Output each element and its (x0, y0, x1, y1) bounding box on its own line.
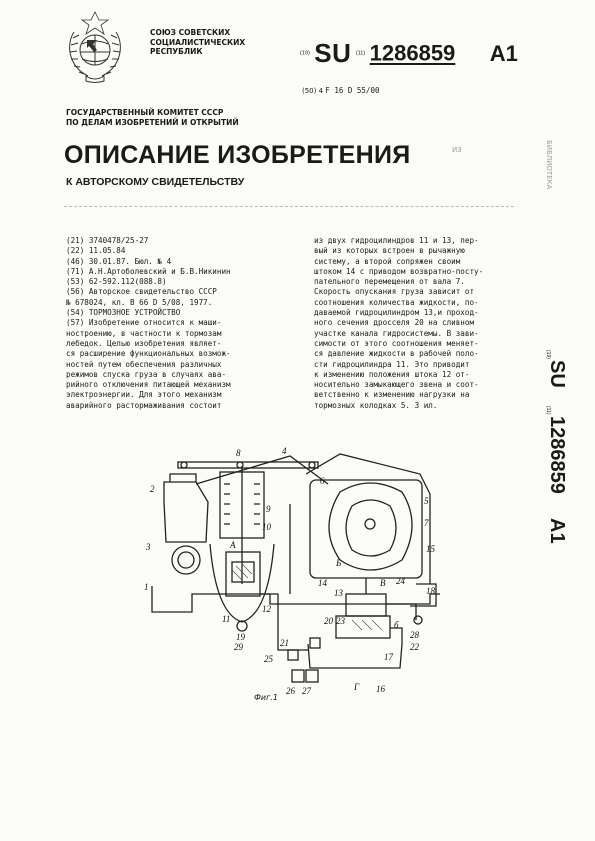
ref-label: 13 (334, 588, 343, 598)
ref-label: 9 (266, 504, 271, 514)
ref-label: 6 (320, 476, 325, 486)
ref-label: 8 (236, 448, 241, 458)
ref-label: Г (354, 682, 360, 692)
text-line: к изменению положения штока 12 от- (314, 369, 470, 379)
ref-label: 4 (282, 446, 287, 456)
text-line: ся давление жидкости в рабочей поло- (314, 349, 479, 359)
text-line: тормозных колодках 5. 3 ил. (314, 400, 438, 410)
org-line: РЕСПУБЛИК (150, 47, 203, 56)
text-line: режимов спуска груза в случаях ава- (66, 369, 227, 379)
ref-label: В (380, 578, 386, 588)
ref-label: 20 (324, 616, 333, 626)
text-line: аварийного растормаживания состоит (66, 400, 222, 410)
ref-label: 7 (424, 518, 429, 528)
committee-name (66, 108, 239, 128)
text-line: вый из которых встроен в рычажную (314, 246, 465, 256)
org-line: СОЦИАЛИСТИЧЕСКИХ (150, 37, 246, 47)
ref-label: 29 (234, 642, 243, 652)
text-line: даваемой гидроцилиндром 13,и проход- (314, 308, 479, 318)
text-line: (21) 3740478/25-27 (66, 236, 149, 245)
drawing-lines (152, 454, 440, 682)
org-line: СОЮЗ СОВЕТСКИХ (150, 28, 231, 37)
country-org-name (150, 28, 245, 57)
ref-label: 16 (376, 684, 385, 694)
text-line: симости от этого соотношения меняет- (314, 338, 479, 348)
text-line: (46) 30.01.87. Бюл. № 4 (66, 256, 172, 266)
ref-label: 25 (264, 654, 273, 664)
patent-number-block (300, 38, 518, 69)
ref-label: 22 (410, 642, 419, 652)
kind-code: A1 (546, 518, 568, 544)
ref-label: 18 (426, 586, 435, 596)
text-line: (22) 11.05.84 (66, 246, 126, 256)
ussr-emblem-icon (60, 8, 130, 84)
text-line: ветственно к изменению нагрузки на (314, 390, 470, 400)
ref-label: 15 (426, 544, 435, 554)
text-line: участке канала гидросистемы. В зави- (314, 328, 479, 338)
text-line: ностроению, в частности к тормозам (66, 328, 222, 338)
text-line: ностей путем обеспечения различных (66, 359, 222, 369)
text-line: (56) Авторское свидетельство СССР (66, 287, 217, 297)
ref-label: 21 (280, 638, 289, 648)
text-line: ного сечения дросселя 20 на сливном (314, 318, 475, 328)
text-line: (71) А.Н.Артоболевский и Б.В.Никинин (66, 266, 231, 276)
code-11: (11) (545, 406, 551, 415)
kind-code: A1 (489, 40, 518, 66)
ref-label: 12 (262, 604, 271, 614)
committee-line: ГОСУДАРСТВЕННЫЙ КОМИТЕТ СССР (66, 108, 224, 117)
code-19: (19) (545, 350, 551, 359)
text-line: № 678024, кл. В 66 D 5/08, 1977. (66, 297, 213, 307)
figure-caption: Фиг.1 (254, 693, 278, 702)
ref-label: А (230, 540, 236, 550)
text-line: сти гидроцилиндра 11. Это приводит (314, 359, 470, 369)
ref-label: 24 (396, 576, 405, 586)
patent-number: 1286859 (369, 40, 456, 66)
country-code: SU (546, 360, 568, 388)
text-line: пательного перемещения от вала 7. (314, 277, 465, 287)
brake-device-drawing (140, 444, 540, 710)
ref-label: 11 (222, 614, 231, 624)
ipc-classification (302, 86, 379, 95)
code-11: (11) (355, 50, 366, 57)
code-19: (19) (300, 50, 310, 57)
text-line: соотношения количества жидкости, по- (314, 297, 479, 307)
text-line: лебедок. Целью изобретения являет- (66, 338, 222, 348)
document-title: ОПИСАНИЕ ИЗОБРЕТЕНИЯ (64, 141, 411, 169)
ref-label: 27 (302, 686, 311, 696)
text-line: Скорость опускания груза зависит от (314, 287, 475, 297)
ref-label: 28 (410, 630, 419, 640)
ipc-tag: (50) 4 (302, 87, 324, 95)
text-line: систему, а второй сопряжен своим (314, 256, 461, 266)
divider (64, 206, 514, 207)
country-code: SU (314, 38, 352, 68)
bibliographic-column (66, 236, 291, 411)
ref-label: 19 (236, 632, 245, 642)
side-patent-number (545, 350, 568, 680)
ref-label: 26 (286, 686, 295, 696)
text-line: ся расширение функциональных возмож- (66, 349, 231, 359)
committee-line: ПО ДЕЛАМ ИЗОБРЕТЕНИЙ И ОТКРЫТИЙ (66, 118, 239, 127)
text-line: электроэнергии. Для этого механизм (66, 390, 222, 400)
text-line: из двух гидроцилиндров 11 и 13, пер- (314, 236, 479, 245)
stamp-mark: БИБЛИОТЕКА (545, 140, 553, 190)
text-line: (57) Изобретение относится к маши- (66, 318, 222, 328)
ref-label: 10 (262, 522, 271, 532)
text-line: носительно замыкающего звена и соот- (314, 380, 479, 390)
abstract-column (314, 236, 526, 411)
document-subtitle: К АВТОРСКОМУ СВИДЕТЕЛЬСТВУ (66, 176, 245, 188)
ref-label: 14 (318, 578, 327, 588)
ref-label: 17 (384, 652, 393, 662)
text-line: (54) ТОРМОЗНОЕ УСТРОЙСТВО (66, 308, 181, 318)
ref-label: 5 (424, 496, 429, 506)
ref-label: 2 (150, 484, 155, 494)
text-line: (53) 62-592.112(088.8) (66, 277, 167, 287)
ref-label: Б (336, 558, 342, 568)
text-line: штоком 14 с приводом возвратно-посту- (314, 266, 484, 276)
stamp-mark: ИЗ (452, 146, 462, 154)
text-line: рийного отключения питающей механизм (66, 380, 231, 390)
ipc-value: F 16 D 55/00 (325, 86, 380, 95)
patent-number: 1286859 (546, 416, 568, 494)
ref-label: 23 (336, 616, 345, 626)
ref-label: 1 (144, 582, 149, 592)
ref-label: б (394, 620, 399, 630)
ref-label: 3 (146, 542, 151, 552)
